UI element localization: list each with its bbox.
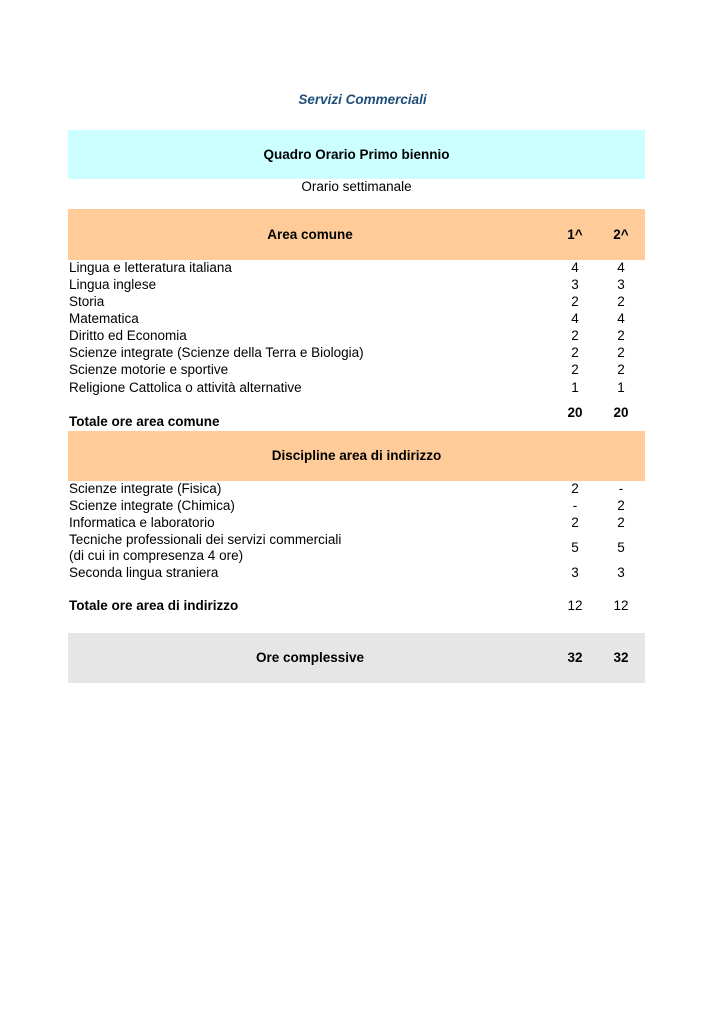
subject-name: Diritto ed Economia [69,328,187,343]
hours-year1: 2 [571,362,579,377]
hours-year2: 3 [617,277,625,292]
subject-name: Lingua e letteratura italiana [69,260,232,275]
area-comune-header [68,209,645,260]
quadro-title: Quadro Orario Primo biennio [263,147,450,162]
ore-complessive-band [68,633,645,683]
grand-total-year1: 32 [567,650,583,665]
total-year2: 12 [613,598,629,613]
subject-name: Scienze integrate (Fisica) [69,481,222,496]
ore-complessive-label: Ore complessive [255,650,365,665]
hours-year1: 2 [571,328,579,343]
hours-year1: 5 [571,540,579,555]
hours-year1: 2 [571,515,579,530]
hours-year2: 2 [617,345,625,360]
table-row [0,498,725,515]
total-label: Totale ore area di indirizzo [69,598,239,613]
table-row [0,260,725,277]
hours-year2: 2 [617,362,625,377]
hours-year1: 4 [571,260,579,275]
table-row [0,362,725,379]
hours-year1: 2 [571,345,579,360]
hours-year2: 1 [617,380,625,395]
subject-name: Scienze motorie e sportive [69,362,229,377]
table-row [0,515,725,532]
hours-year2: 4 [617,311,625,326]
subject-name: Matematica [69,311,139,326]
hours-year2: 2 [617,498,625,513]
hours-year2: 4 [617,260,625,275]
subject-note: (di cui in compresenza 4 ore) [69,548,244,563]
subject-name: Storia [69,294,105,309]
hours-year1: 3 [571,565,579,580]
total-year1: 20 [567,405,583,420]
area-comune-title: Area comune [267,227,353,242]
hours-year1: - [572,498,578,513]
indirizzo-header [68,431,645,481]
hours-year2: - [618,481,624,496]
total-year2: 20 [613,405,629,420]
subject-name: Scienze integrate (Chimica) [69,498,235,513]
hours-year2: 5 [617,540,625,555]
hours-year2: 2 [617,328,625,343]
subject-name: Tecniche professionali dei servizi commerciali [69,532,342,547]
table-row [0,345,725,362]
hours-year2: 2 [617,515,625,530]
hours-year2: 2 [617,294,625,309]
hours-year1: 3 [571,277,579,292]
document-title: Servizi Commerciali [298,92,427,107]
total-label: Totale ore area comune [69,414,220,429]
table-row [0,311,725,328]
hours-year1: 4 [571,311,579,326]
hours-year1: 2 [571,294,579,309]
table-row [0,481,725,498]
table-row-note [0,548,725,565]
quadro-header [68,130,645,179]
table-row [0,294,725,311]
table-row [0,380,725,397]
table-row [0,565,725,582]
table-row [0,277,725,294]
subject-name: Lingua inglese [69,277,157,292]
total-row-indirizzo [0,598,725,615]
col-year2-header: 2^ [613,227,629,242]
hours-year1: 1 [571,380,579,395]
subject-name: Religione Cattolica o attività alternative [69,380,302,395]
table-row [0,328,725,345]
subject-name: Seconda lingua straniera [69,565,219,580]
hours-year2: 3 [617,565,625,580]
subject-name: Scienze integrate (Scienze della Terra e Biologia) [69,345,364,360]
orario-label: Orario settimanale [301,179,412,194]
indirizzo-title: Discipline area di indirizzo [271,448,442,463]
subject-name: Informatica e laboratorio [69,515,215,530]
total-year1: 12 [567,598,583,613]
total-label-row [0,414,725,431]
col-year1-header: 1^ [567,227,583,242]
hours-year1: 2 [571,481,579,496]
grand-total-year2: 32 [613,650,629,665]
